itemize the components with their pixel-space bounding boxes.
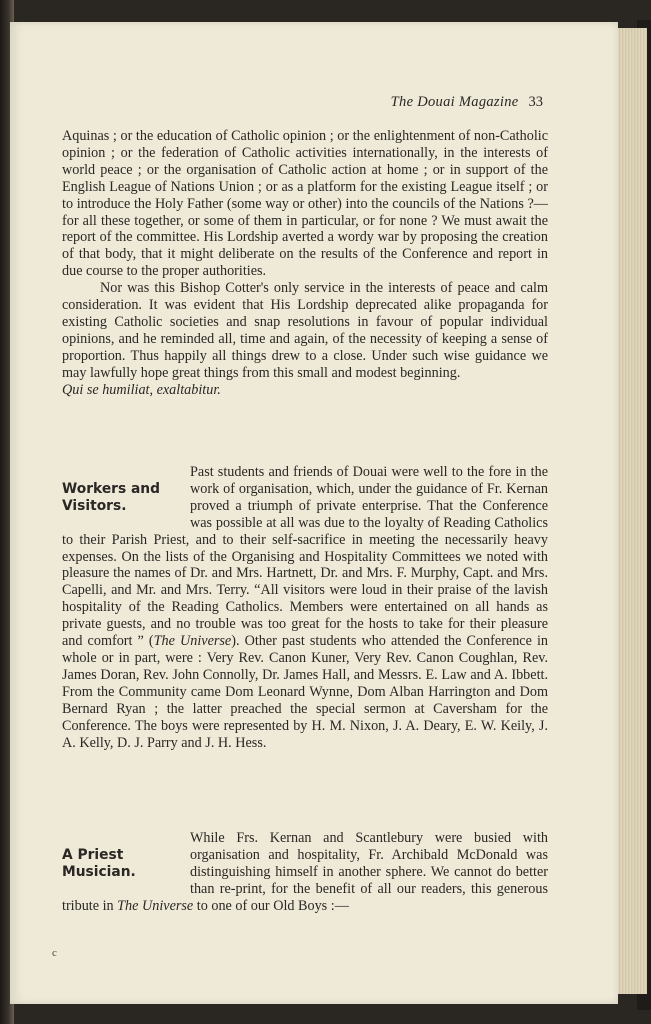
- paragraph-aquinas: Aquinas ; or the education of Catholic opinion ; or the enlightenment of non-Catholic opinion ; or the federation of Catholic activities internationally, in the interests of world peace ; or the organisation of Catholic action at home ; or in support of the English League of Nations Union ; or as a platform for the existing League itself ; or to introduce the Holy Father (some way or other) into the councils of the Nations ?—for all these together, or some of them in particular, or for none ? We must await the report of the committee. His Lordship averted a wordy war by proposing the creation of that body, that it might deliberate on the results of the Conference and report in due course to the proper authorities.: [62, 128, 548, 280]
- sidehead-priest-musician: [62, 830, 184, 882]
- latin-quote-text: Qui se humiliat, exaltabitur.: [62, 381, 221, 398]
- running-header: [391, 94, 543, 111]
- opening-paragraphs: [62, 128, 548, 399]
- sidehead-workers-and-visitors: [62, 464, 184, 516]
- latin-quote: [62, 382, 548, 399]
- workers-italic-source: The Universe: [153, 633, 232, 650]
- sidehead-workers-label: Workers and Visitors.: [62, 481, 160, 514]
- priest-text-1: While Frs. Kernan and Scantlebury were busied with organisation and hospitality, Fr. Archibald McDonald was distinguishing himself in another sphere. We cannot do better than re-print, for the benefit of all our readers, this generous tribute in: [62, 830, 548, 914]
- signature-mark: c: [52, 947, 57, 959]
- sidehead-priest-label: A Priest Musician.: [62, 847, 136, 880]
- workers-text-2: ). Other past students who attended the Conference in whole or in part, were : Very Rev. Canon Kuner, Very Rev. Canon Coughlan, Rev. James Doran, Rev. John Connolly, Dr. James Hall, and Messrs. E. Law and A. Ibbett. From the Community came Dom Leonard Wynne, Dom Alban Harrington and Dom Bernard Ryan ; the latter preached the special sermon at Caversham for the Conference. The boys were represented by H. M. Nixon, J. A. Deary, E. W. Keily, J. A. Kelly, D. J. Parry and J. H. Hess.: [62, 633, 549, 751]
- paragraph-bishop-cotter-text: Nor was this Bishop Cotter's only service in the interests of peace and calm consideration. It was evident that His Lordship deprecated alike propaganda for existing Catholic societies and snap resolutions in favour of popular individual opinions, and he reminded all, time and again, of the necessity of keeping a sense of proportion. Thus happily all things drew to a close. Under such wise guidance we may lawfully hope great things from this small and modest beginning.: [62, 280, 548, 381]
- page-number: 33: [528, 94, 543, 110]
- paragraph-bishop-cotter: [62, 280, 548, 381]
- page-edges: [613, 28, 647, 994]
- section-workers-and-visitors: [62, 464, 548, 751]
- book-page: [10, 22, 618, 1004]
- running-title: The Douai Magazine: [390, 94, 519, 110]
- priest-italic-source: The Universe: [117, 897, 194, 914]
- priest-text-2: to one of our Old Boys :—: [193, 897, 349, 914]
- section-priest-musician: [62, 830, 548, 915]
- workers-text-1: Past students and friends of Douai were well to the fore in the work of organisation, which, under the guidance of Fr. Kernan proved a triumph of private enterprise. That the Conference was possible at all was due to the loyalty of Reading Catholics to their Parish Priest, and to their self-sacrifice in meeting the necessarily heavy expenses. On the lists of the Organising and Hospitality Committees we noted with pleasure the names of Dr. and Mrs. Hartnett, Dr. and Mrs. F. Murphy, Capt. and Mrs. Capelli, and Mr. and Mrs. Terry. “All visitors were loud in their praise of the lavish hospitality of the Reading Catholics. Members were entertained on all hands as private guests, and no trouble was too great for the hosts to take for their pleasure and comfort ” (: [62, 464, 548, 650]
